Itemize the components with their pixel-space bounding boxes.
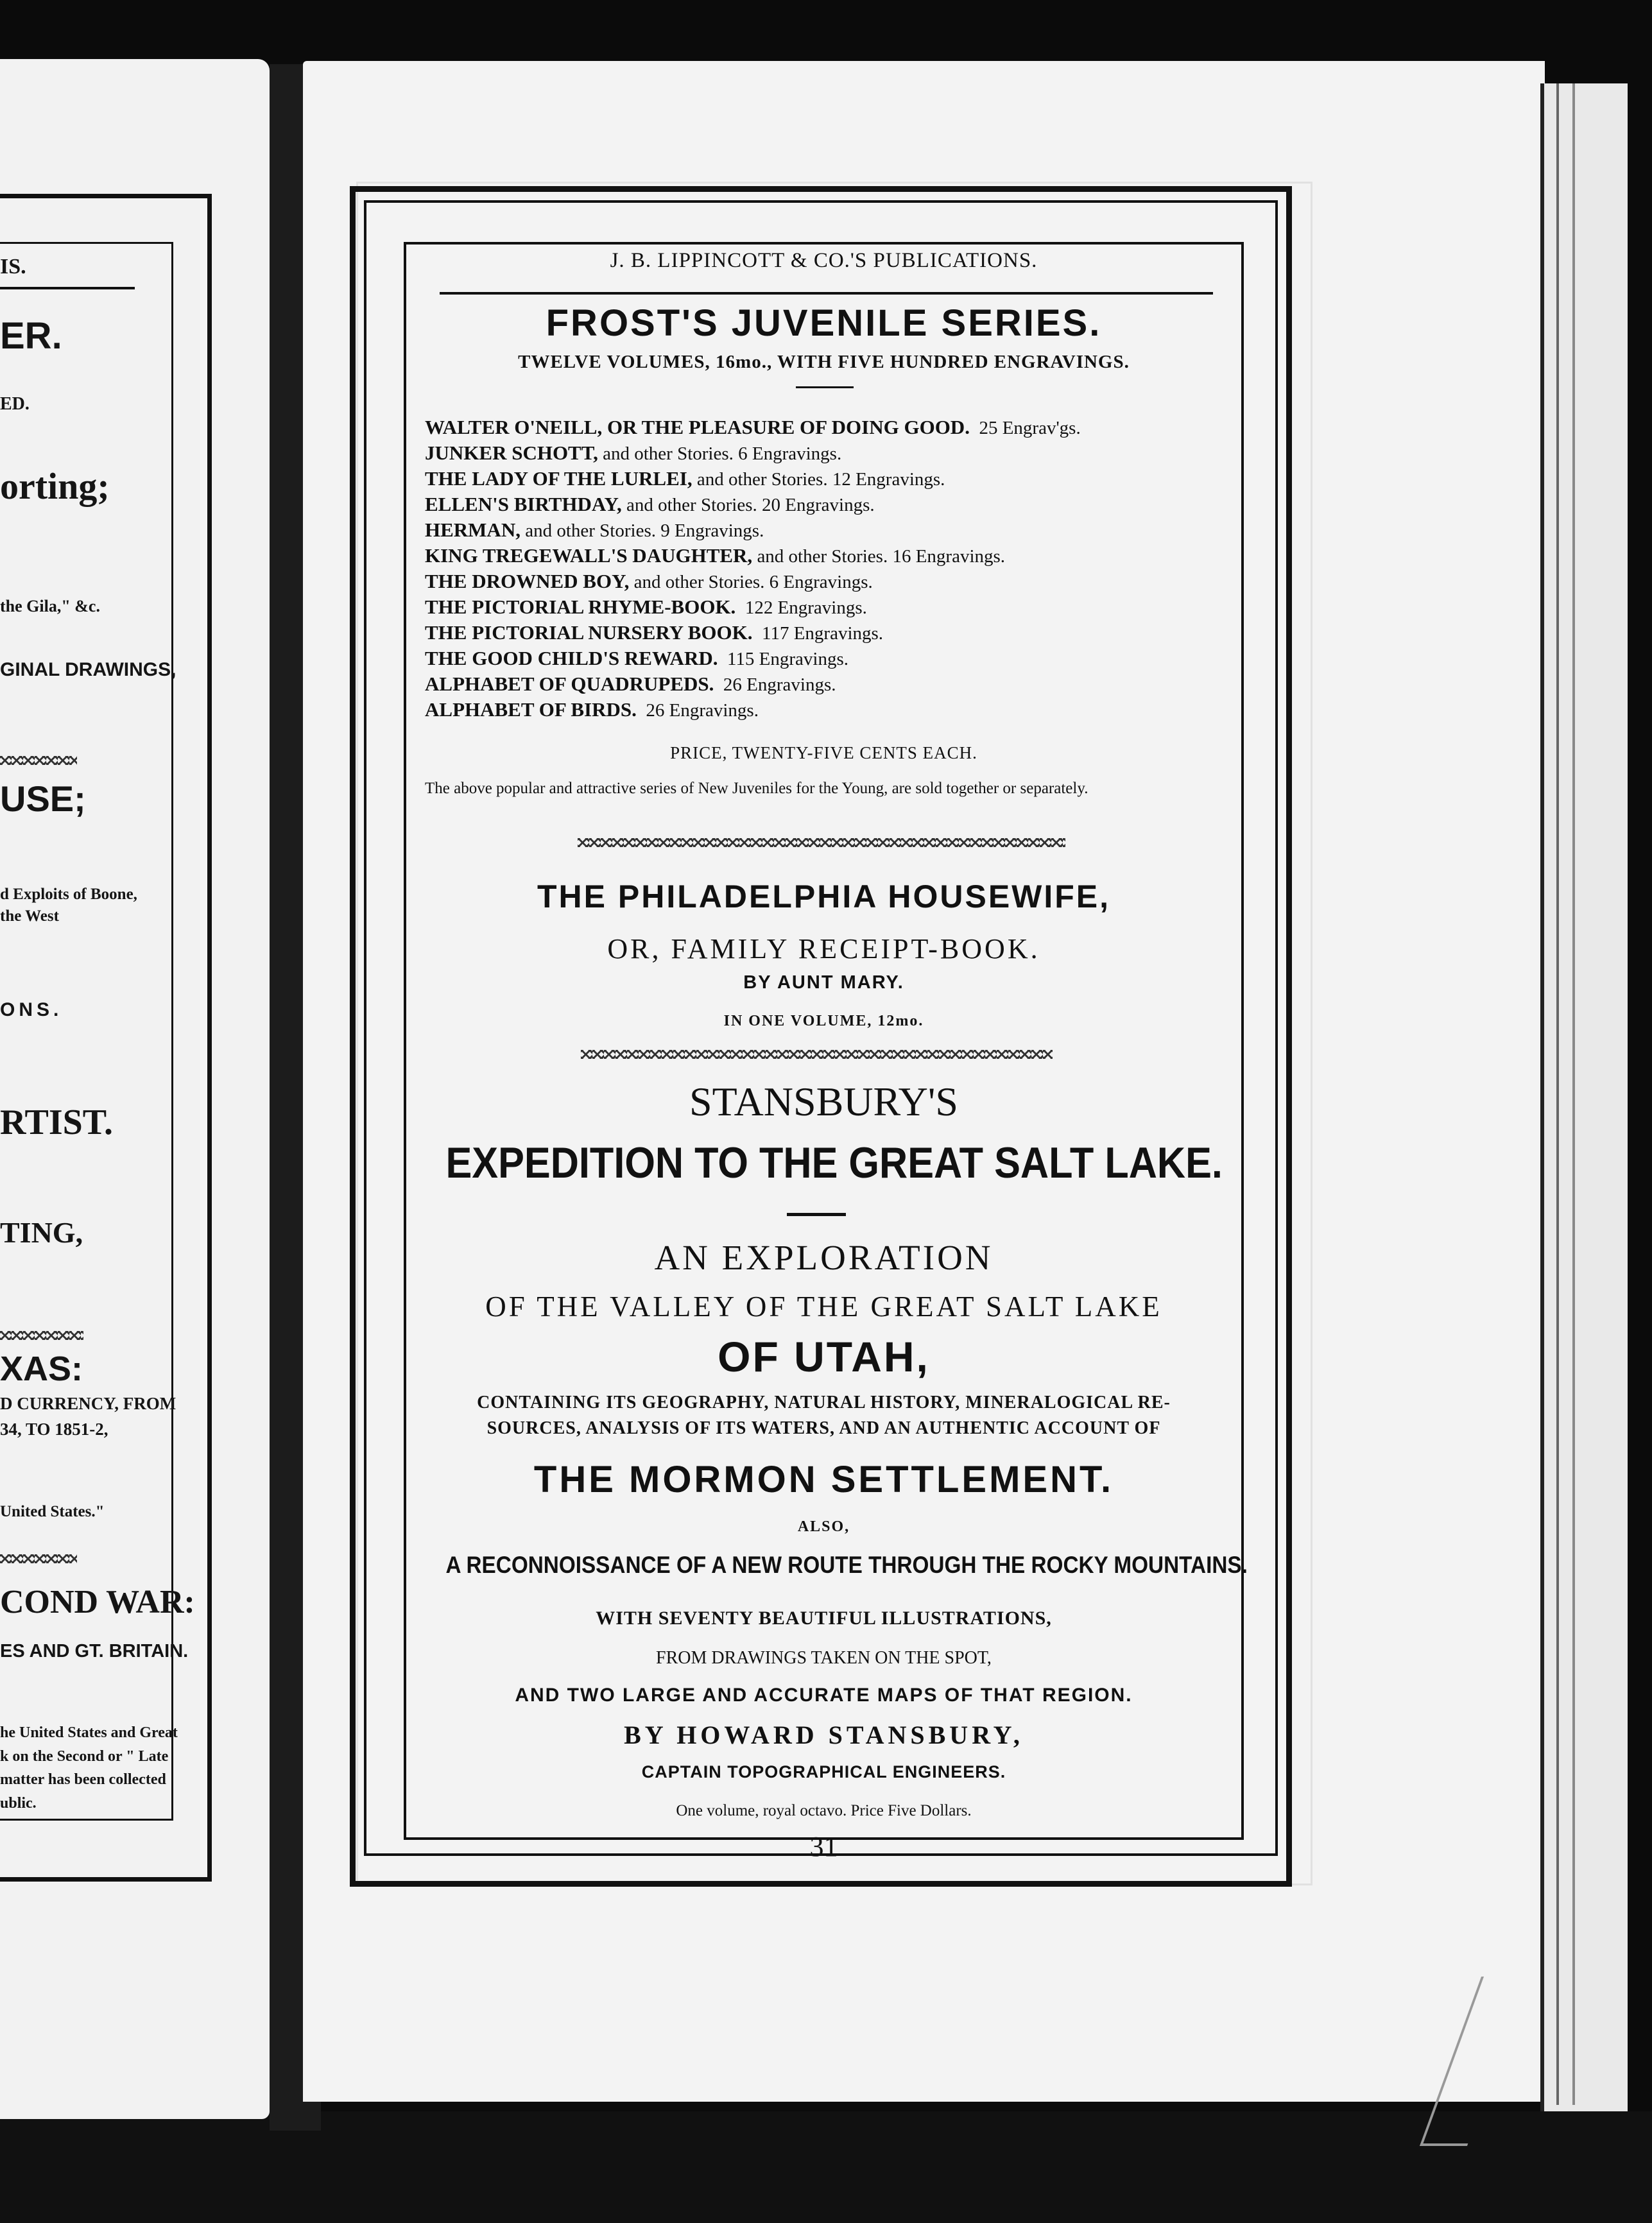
book-detail: and other Stories. 12 Engravings. [696,469,945,490]
list-item [425,698,759,721]
left-fragment: matter has been collected [0,1771,166,1788]
book-title: THE PICTORIAL NURSERY BOOK. [425,621,753,644]
expedition-title: EXPEDITION TO THE GREAT SALT LAKE. [445,1138,1223,1187]
stansbury-title: STANSBURY'S [689,1079,958,1124]
also-line: ALSO, [797,1518,850,1535]
left-fragment: USE; [0,778,86,819]
book-detail: 117 Engravings. [762,623,884,644]
left-fragment: ED. [0,394,30,414]
list-item [425,416,1081,439]
left-fragment: the Gila," &c. [0,597,100,615]
list-item [425,519,764,542]
book-title: KING TREGEWALL'S DAUGHTER, [425,544,753,567]
stansbury-price: One volume, royal octavo. Price Five Dollars. [676,1802,972,1819]
short-rule [787,1213,846,1216]
maps-line: AND TWO LARGE AND ACCURATE MAPS OF THAT REGION. [515,1685,1133,1706]
page-number: 31 [809,1831,838,1862]
page-edge-line [1556,83,1559,2105]
frost-series-subtitle: TWELVE VOLUMES, 16mo., WITH FIVE HUNDRED ENGRAVINGS. [518,352,1130,372]
wavy-rule [581,1050,1053,1059]
book-title: ALPHABET OF QUADRUPEDS. [425,673,714,695]
wavy-rule [578,838,1065,847]
list-item [425,596,867,619]
list-item [425,673,836,696]
contents-line: SOURCES, ANALYSIS OF ITS WATERS, AND AN AUTHENTIC ACCOUNT OF [486,1418,1161,1438]
housewife-subtitle: OR, FAMILY RECEIPT-BOOK. [607,933,1040,965]
left-fragment: he United States and Great [0,1724,178,1741]
drawings-line: FROM DRAWINGS TAKEN ON THE SPOT, [656,1648,992,1668]
route-line: A RECONNOISSANCE OF A NEW ROUTE THROUGH THE ROCKY MOUNTAINS. [445,1552,1248,1578]
left-fragment: ER. [0,315,62,357]
book-detail: and other Stories. 6 Engravings. [603,443,842,464]
list-item [425,570,873,593]
left-fragment: IS. [0,255,26,279]
page-edges [1540,83,1628,2111]
book-detail: 26 Engravings. [723,674,836,695]
left-wavy-rule [0,1554,77,1563]
left-fragment: ES AND GT. BRITAIN. [0,1641,189,1661]
list-item [425,467,945,490]
list-item [425,493,875,516]
list-item [425,621,883,644]
left-wavy-rule [0,1331,83,1340]
left-fragment: the West [0,907,59,925]
housewife-author: BY AUNT MARY. [743,972,904,993]
utah-line: OF UTAH, [718,1333,930,1380]
book-title: ELLEN'S BIRTHDAY, [425,493,622,515]
stansbury-author: BY HOWARD STANSBURY, [624,1721,1024,1749]
book-detail: 25 Engrav'gs. [979,418,1081,438]
left-fragment: ublic. [0,1795,37,1812]
left-wavy-rule [0,756,77,765]
left-fragment: d Exploits of Boone, [0,886,137,903]
book-title: THE LADY OF THE LURLEI, [425,467,693,490]
header-rule [440,292,1213,295]
valley-line: OF THE VALLEY OF THE GREAT SALT LAKE [485,1291,1162,1323]
left-fragment: orting; [0,465,110,507]
book-detail: and other Stories. 16 Engravings. [757,546,1006,567]
book-title: ALPHABET OF BIRDS. [425,698,637,721]
book-title: HERMAN, [425,519,521,541]
left-fragment: GINAL DRAWINGS, [0,659,176,680]
contents-line: CONTAINING ITS GEOGRAPHY, NATURAL HISTORY, MINERALOGICAL RE- [477,1393,1171,1412]
book-title: THE DROWNED BOY, [425,570,630,592]
book-detail: 115 Engravings. [727,649,848,669]
housewife-title: THE PHILADELPHIA HOUSEWIFE, [537,879,1111,914]
left-fragment: TING, [0,1216,83,1249]
page-edge-line [1572,83,1575,2105]
book-title: WALTER O'NEILL, OR THE PLEASURE OF DOING GOOD. [425,416,970,438]
left-fragment: RTIST. [0,1103,113,1142]
author-rank: CAPTAIN TOPOGRAPHICAL ENGINEERS. [641,1762,1006,1781]
publisher-header: J. B. LIPPINCOTT & CO.'S PUBLICATIONS. [610,249,1038,272]
book-detail: and other Stories. 6 Engravings. [633,572,873,592]
left-fragment: D CURRENCY, FROM [0,1394,176,1413]
frost-note: The above popular and attractive series of New Juveniles for the Young, are sold together or separately. [425,780,1088,797]
list-item [425,544,1005,567]
left-fragment: XAS: [0,1350,83,1388]
book-title: JUNKER SCHOTT, [425,442,598,464]
left-fragment: COND WAR: [0,1584,195,1620]
housewife-format: IN ONE VOLUME, 12mo. [723,1013,924,1029]
book-title: THE GOOD CHILD'S REWARD. [425,647,718,669]
left-fragment: k on the Second or " Late [0,1748,169,1765]
scan-background [0,2111,1652,2223]
frost-price: PRICE, TWENTY-FIVE CENTS EACH. [670,743,977,762]
list-item [425,647,848,670]
left-fragment: ONS. [0,999,63,1020]
book-title: THE PICTORIAL RHYME-BOOK. [425,596,736,618]
book-detail: 26 Engravings. [646,700,759,721]
left-page-rule [0,287,135,289]
left-fragment: 34, TO 1851-2, [0,1420,108,1439]
book-detail: and other Stories. 9 Engravings. [525,520,764,541]
left-facing-page [0,59,270,2119]
mormon-line: THE MORMON SETTLEMENT. [533,1459,1114,1500]
left-fragment: United States." [0,1503,105,1520]
illustrations-line: WITH SEVENTY BEAUTIFUL ILLUSTRATIONS, [596,1608,1052,1629]
short-rule [796,386,854,388]
book-detail: 122 Engravings. [744,597,867,618]
exploration-line: AN EXPLORATION [654,1238,994,1277]
frost-series-title: FROST'S JUVENILE SERIES. [546,302,1102,344]
book-detail: and other Stories. 20 Engravings. [626,495,875,515]
list-item [425,442,841,465]
